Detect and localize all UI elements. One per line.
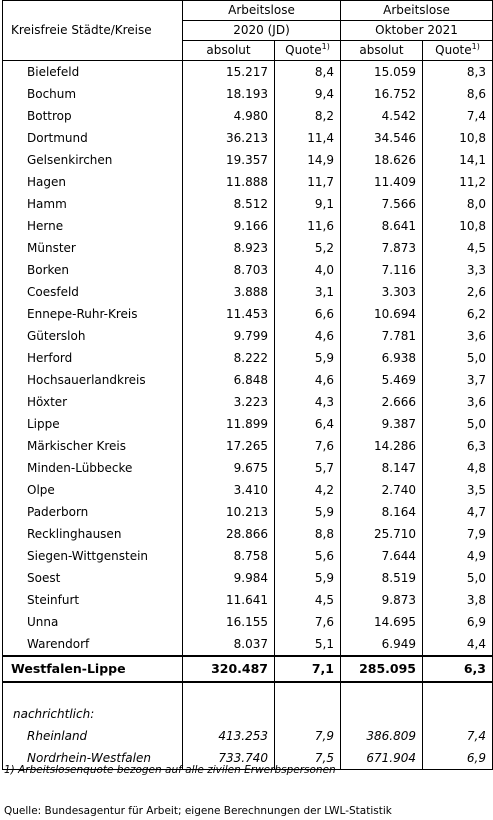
absolut-2020: 413.253	[183, 725, 275, 747]
table-row	[3, 523, 493, 545]
footnote: 1) Arbeitslosenquote bezogen auf alle zivilen Erwerbspersonen	[4, 764, 336, 776]
quote-2020: 4,0	[275, 259, 341, 281]
spacer-row	[3, 682, 493, 703]
quote-2021: 3,7	[423, 369, 493, 391]
region-column-header: Kreisfreie Städte/Kreise	[3, 1, 183, 61]
absolut-2021: 10.694	[341, 303, 423, 325]
quote-2021: 5,0	[423, 347, 493, 369]
absolut-2021: 2.666	[341, 391, 423, 413]
region-name: Unna	[3, 611, 183, 633]
quote-2021: 3,6	[423, 391, 493, 413]
quote-2020: 8,2	[275, 105, 341, 127]
absolut-2021: 671.904	[341, 747, 423, 770]
absolut-2020: 3.223	[183, 391, 275, 413]
quote-2021: 4,7	[423, 501, 493, 523]
absolut-2020: 36.213	[183, 127, 275, 149]
quote-2020: 5,9	[275, 567, 341, 589]
absolut-2020: 8.512	[183, 193, 275, 215]
quote-2021: 11,2	[423, 171, 493, 193]
table-row	[3, 611, 493, 633]
group-2020-subtitle: 2020 (JD)	[183, 21, 341, 41]
absolut-2021: 11.409	[341, 171, 423, 193]
absolut-2020: 11.888	[183, 171, 275, 193]
quote-2020: 9,4	[275, 83, 341, 105]
quote-2020: 4,2	[275, 479, 341, 501]
col-quote-2021: Quote$^{1)}$	[423, 41, 493, 61]
note-row	[3, 725, 493, 747]
note-label: nachrichtlich:	[3, 703, 183, 725]
quote-2020: 11,6	[275, 215, 341, 237]
table-row	[3, 347, 493, 369]
absolut-2020: 6.848	[183, 369, 275, 391]
absolut-2020: 8.222	[183, 347, 275, 369]
quote-2020: 5,9	[275, 501, 341, 523]
absolut-2021: 7.566	[341, 193, 423, 215]
quote-2020: 4,3	[275, 391, 341, 413]
absolut-2021: 5.469	[341, 369, 423, 391]
absolut-2021: 285.095	[341, 656, 423, 682]
absolut-2020: 10.213	[183, 501, 275, 523]
region-name: Hagen	[3, 171, 183, 193]
table-row	[3, 259, 493, 281]
quote-2020: 11,7	[275, 171, 341, 193]
table-row	[3, 149, 493, 171]
quote-2021: 8,0	[423, 193, 493, 215]
table-row	[3, 193, 493, 215]
region-name: Recklinghausen	[3, 523, 183, 545]
region-name: Warendorf	[3, 633, 183, 656]
group-2021-title: Arbeitslose	[341, 1, 493, 21]
table-row	[3, 215, 493, 237]
absolut-2021: 7.116	[341, 259, 423, 281]
quote-2021: 3,6	[423, 325, 493, 347]
quote-2021: 14,1	[423, 149, 493, 171]
table-row	[3, 545, 493, 567]
quote-2020: 7,5	[275, 747, 341, 770]
region-name: Bochum	[3, 83, 183, 105]
quote-2020: 5,7	[275, 457, 341, 479]
quote-2021: 10,8	[423, 127, 493, 149]
region-name: Gütersloh	[3, 325, 183, 347]
table-row	[3, 303, 493, 325]
region-name: Münster	[3, 237, 183, 259]
region-name: Märkischer Kreis	[3, 435, 183, 457]
quote-footnote-marker: 1)	[471, 42, 480, 51]
region-name: Höxter	[3, 391, 183, 413]
table-row	[3, 589, 493, 611]
quote-2020: 7,1	[275, 656, 341, 682]
quote-2021: 6,2	[423, 303, 493, 325]
quote-2020: 3,1	[275, 281, 341, 303]
absolut-2020: 4.980	[183, 105, 275, 127]
absolut-2021: 9.387	[341, 413, 423, 435]
region-name: Borken	[3, 259, 183, 281]
absolut-2020: 19.357	[183, 149, 275, 171]
group-2021-subtitle: Oktober 2021	[341, 21, 493, 41]
absolut-2020: 18.193	[183, 83, 275, 105]
table-row	[3, 83, 493, 105]
region-name: Coesfeld	[3, 281, 183, 303]
quote-2020: 4,6	[275, 369, 341, 391]
absolut-2021: 7.644	[341, 545, 423, 567]
quote-2021: 6,3	[423, 656, 493, 682]
quote-2020: 4,6	[275, 325, 341, 347]
quote-2020: 7,9	[275, 725, 341, 747]
table-row	[3, 281, 493, 303]
table-row	[3, 325, 493, 347]
absolut-2021: 7.781	[341, 325, 423, 347]
absolut-2021: 15.059	[341, 61, 423, 84]
region-name: Minden-Lübbecke	[3, 457, 183, 479]
quote-2020: 8,4	[275, 61, 341, 84]
quote-2020: 11,4	[275, 127, 341, 149]
table-row	[3, 435, 493, 457]
absolut-2020: 8.758	[183, 545, 275, 567]
region-name: Bottrop	[3, 105, 183, 127]
quote-2021: 8,6	[423, 83, 493, 105]
table-row	[3, 567, 493, 589]
absolut-2021: 6.938	[341, 347, 423, 369]
quote-2020: 9,1	[275, 193, 341, 215]
quote-2021: 3,5	[423, 479, 493, 501]
quote-2020: 14,9	[275, 149, 341, 171]
table-row	[3, 413, 493, 435]
table-row	[3, 237, 493, 259]
absolut-2020: 320.487	[183, 656, 275, 682]
table-row	[3, 127, 493, 149]
quote-2021: 4,8	[423, 457, 493, 479]
table-row	[3, 171, 493, 193]
region-name: Gelsenkirchen	[3, 149, 183, 171]
quote-2021: 6,9	[423, 747, 493, 770]
absolut-2020: 9.799	[183, 325, 275, 347]
quote-2021: 7,9	[423, 523, 493, 545]
absolut-2021: 14.695	[341, 611, 423, 633]
total-row	[3, 656, 493, 682]
quote-2020: 7,6	[275, 435, 341, 457]
table-row	[3, 457, 493, 479]
region-name: Rheinland	[3, 725, 183, 747]
absolut-2021: 386.809	[341, 725, 423, 747]
absolut-2021: 16.752	[341, 83, 423, 105]
header-row-1	[3, 1, 493, 21]
quote-2020: 5,2	[275, 237, 341, 259]
quote-2021: 10,8	[423, 215, 493, 237]
quote-2021: 4,9	[423, 545, 493, 567]
table-row	[3, 61, 493, 84]
region-name: Dortmund	[3, 127, 183, 149]
quote-2021: 4,4	[423, 633, 493, 656]
absolut-2021: 14.286	[341, 435, 423, 457]
region-name: Siegen-Wittgenstein	[3, 545, 183, 567]
absolut-2021: 7.873	[341, 237, 423, 259]
quote-2020: 6,6	[275, 303, 341, 325]
absolut-2021: 6.949	[341, 633, 423, 656]
absolut-2020: 3.888	[183, 281, 275, 303]
region-name: Olpe	[3, 479, 183, 501]
note-label-row	[3, 703, 493, 725]
quote-2021: 6,9	[423, 611, 493, 633]
absolut-2020: 11.899	[183, 413, 275, 435]
absolut-2020: 9.675	[183, 457, 275, 479]
group-2020-title: Arbeitslose	[183, 1, 341, 21]
region-name: Westfalen-Lippe	[3, 656, 183, 682]
absolut-2020: 15.217	[183, 61, 275, 84]
region-name: Bielefeld	[3, 61, 183, 84]
col-quote-2020: Quote$^{1)}$	[275, 41, 341, 61]
region-name: Nordrhein-Westfalen	[3, 747, 183, 770]
region-name: Ennepe-Ruhr-Kreis	[3, 303, 183, 325]
absolut-2020: 8.703	[183, 259, 275, 281]
col-absolut-2021: absolut	[341, 41, 423, 61]
quote-2021: 6,3	[423, 435, 493, 457]
source-note: Quelle: Bundesagentur für Arbeit; eigene Berechnungen der LWL-Statistik	[4, 805, 392, 817]
region-name: Hochsauerlandkreis	[3, 369, 183, 391]
region-name: Lippe	[3, 413, 183, 435]
quote-2020: 7,6	[275, 611, 341, 633]
quote-2021: 8,3	[423, 61, 493, 84]
table-row	[3, 501, 493, 523]
table-row	[3, 105, 493, 127]
absolut-2020: 9.166	[183, 215, 275, 237]
absolut-2021: 25.710	[341, 523, 423, 545]
region-name: Paderborn	[3, 501, 183, 523]
col-absolut-2020: absolut	[183, 41, 275, 61]
absolut-2020: 11.641	[183, 589, 275, 611]
region-name: Soest	[3, 567, 183, 589]
quote-2021: 2,6	[423, 281, 493, 303]
quote-2021: 5,0	[423, 413, 493, 435]
quote-2021: 4,5	[423, 237, 493, 259]
absolut-2021: 8.519	[341, 567, 423, 589]
quote-2021: 3,3	[423, 259, 493, 281]
quote-2021: 3,8	[423, 589, 493, 611]
quote-2020: 4,5	[275, 589, 341, 611]
quote-2020: 5,9	[275, 347, 341, 369]
quote-2021: 7,4	[423, 105, 493, 127]
unemployment-table	[2, 0, 493, 770]
absolut-2021: 9.873	[341, 589, 423, 611]
region-name: Steinfurt	[3, 589, 183, 611]
absolut-2021: 2.740	[341, 479, 423, 501]
quote-2021: 5,0	[423, 567, 493, 589]
quote-2020: 5,1	[275, 633, 341, 656]
table-row	[3, 369, 493, 391]
region-name: Herford	[3, 347, 183, 369]
quote-2020: 5,6	[275, 545, 341, 567]
quote-2020: 8,8	[275, 523, 341, 545]
absolut-2021: 3.303	[341, 281, 423, 303]
absolut-2021: 4.542	[341, 105, 423, 127]
region-name: Hamm	[3, 193, 183, 215]
table-row	[3, 479, 493, 501]
absolut-2021: 8.164	[341, 501, 423, 523]
absolut-2020: 9.984	[183, 567, 275, 589]
absolut-2020: 11.453	[183, 303, 275, 325]
absolut-2020: 733.740	[183, 747, 275, 770]
absolut-2021: 34.546	[341, 127, 423, 149]
absolut-2021: 18.626	[341, 149, 423, 171]
table-row	[3, 391, 493, 413]
quote-2021: 7,4	[423, 725, 493, 747]
absolut-2020: 3.410	[183, 479, 275, 501]
region-name: Herne	[3, 215, 183, 237]
absolut-2020: 17.265	[183, 435, 275, 457]
absolut-2020: 8.037	[183, 633, 275, 656]
quote-footnote-marker: 1)	[321, 42, 330, 51]
quote-2020: 6,4	[275, 413, 341, 435]
absolut-2020: 16.155	[183, 611, 275, 633]
absolut-2020: 8.923	[183, 237, 275, 259]
absolut-2021: 8.147	[341, 457, 423, 479]
absolut-2021: 8.641	[341, 215, 423, 237]
table-row	[3, 633, 493, 656]
absolut-2020: 28.866	[183, 523, 275, 545]
